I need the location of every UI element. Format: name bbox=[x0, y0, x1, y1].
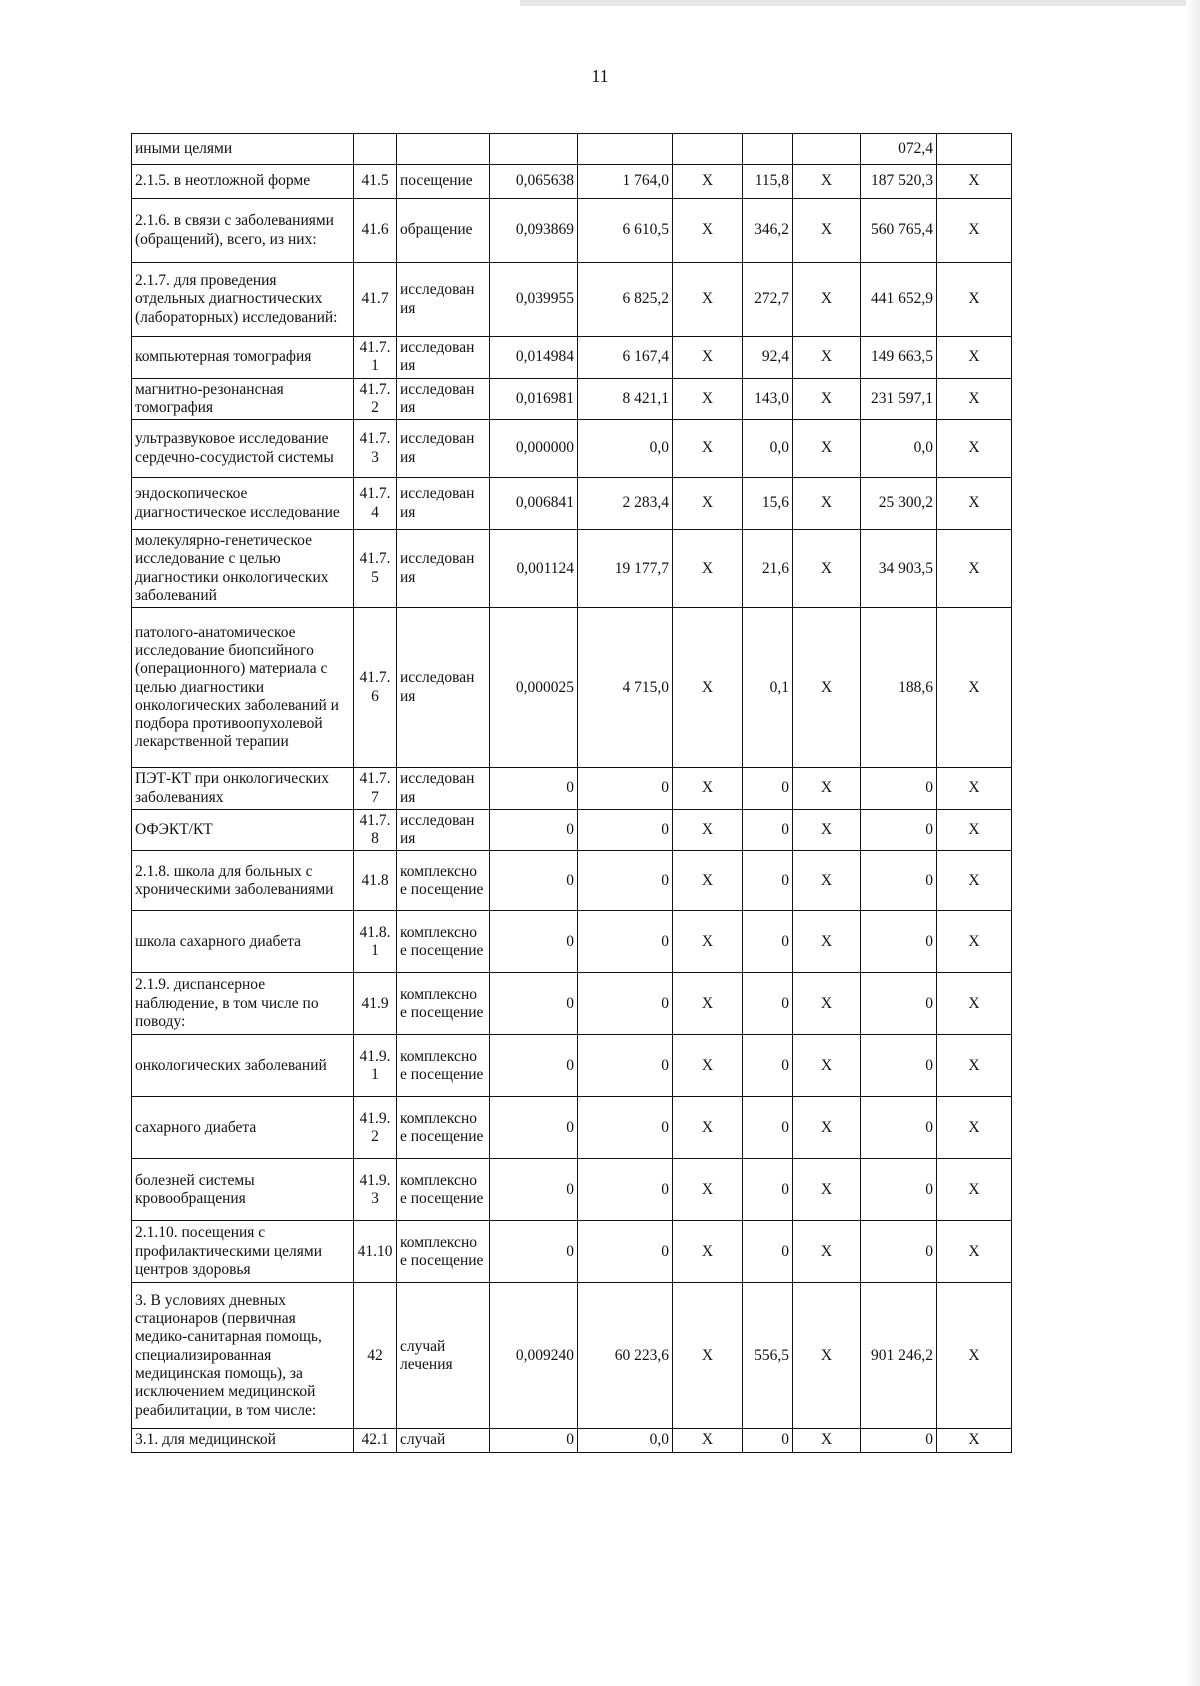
table-cell: 3.1. для медицинской bbox=[132, 1429, 354, 1452]
table-cell: ПЭТ-КТ при онкологических заболеваниях bbox=[132, 768, 354, 810]
table-cell: 2.1.5. в неотложной форме bbox=[132, 165, 354, 199]
table-cell: 41.8 bbox=[354, 851, 397, 911]
table-cell: онкологических заболеваний bbox=[132, 1035, 354, 1097]
table-cell: исследован ия bbox=[397, 378, 490, 420]
table-cell: 0,0 bbox=[578, 1429, 673, 1452]
table-cell: 0 bbox=[578, 1097, 673, 1159]
table-cell: X bbox=[673, 337, 743, 379]
table-cell: школа сахарного диабета bbox=[132, 911, 354, 973]
table-cell: X bbox=[937, 420, 1012, 478]
table-cell: 0,001124 bbox=[490, 530, 578, 608]
table-row bbox=[132, 1221, 1012, 1283]
table-cell: магнитно-резонансная томография bbox=[132, 378, 354, 420]
table-row bbox=[132, 165, 1012, 199]
table-cell: 41.7. 1 bbox=[354, 337, 397, 379]
table-cell: 188,6 bbox=[861, 608, 937, 768]
table-cell: 0 bbox=[578, 1035, 673, 1097]
tariff-table bbox=[131, 133, 1012, 1453]
table-row bbox=[132, 478, 1012, 530]
table-cell: компьютерная томография bbox=[132, 337, 354, 379]
table-cell: исследован ия bbox=[397, 809, 490, 851]
table-cell: X bbox=[793, 1035, 861, 1097]
table-cell: 41.10 bbox=[354, 1221, 397, 1283]
table-cell: X bbox=[937, 530, 1012, 608]
page-number: 11 bbox=[591, 66, 609, 86]
table-cell: 3. В условиях дневных стационаров (первичная медико-санитарная помощь, специализированная медицинская помощь), за исключением медицинской реабилитации, в том числе: bbox=[132, 1283, 354, 1429]
scan-top-edge bbox=[520, 0, 1200, 6]
table-cell: случай лечения bbox=[397, 1283, 490, 1429]
table-cell: 41.8. 1 bbox=[354, 911, 397, 973]
table-cell: X bbox=[793, 378, 861, 420]
table-cell bbox=[673, 134, 743, 165]
table-cell: X bbox=[673, 608, 743, 768]
table-cell: 0,000000 bbox=[490, 420, 578, 478]
table-cell: X bbox=[937, 1035, 1012, 1097]
table-cell: 072,4 bbox=[861, 134, 937, 165]
table-cell: 41.7. 3 bbox=[354, 420, 397, 478]
table-row bbox=[132, 337, 1012, 379]
table-cell: ОФЭКТ/КТ bbox=[132, 809, 354, 851]
table-cell bbox=[397, 134, 490, 165]
table-cell: исследован ия bbox=[397, 530, 490, 608]
table-cell: 41.9. 1 bbox=[354, 1035, 397, 1097]
table-cell: 41.7. 5 bbox=[354, 530, 397, 608]
table-cell: 41.6 bbox=[354, 199, 397, 263]
table-cell: 187 520,3 bbox=[861, 165, 937, 199]
table-cell: комплексно е посещение bbox=[397, 1097, 490, 1159]
table-cell: 41.9. 2 bbox=[354, 1097, 397, 1159]
table-cell: 0 bbox=[490, 1429, 578, 1452]
table-cell: комплексно е посещение bbox=[397, 1159, 490, 1221]
table-cell: X bbox=[793, 420, 861, 478]
table-cell: 15,6 bbox=[743, 478, 793, 530]
table-cell: X bbox=[673, 1429, 743, 1452]
table-row bbox=[132, 608, 1012, 768]
table-cell: 231 597,1 bbox=[861, 378, 937, 420]
table-row bbox=[132, 973, 1012, 1035]
table-cell: 0 bbox=[743, 768, 793, 810]
table-cell: X bbox=[673, 911, 743, 973]
table-cell: случай bbox=[397, 1429, 490, 1452]
table-cell: X bbox=[793, 199, 861, 263]
table-cell: 41.7. 7 bbox=[354, 768, 397, 810]
table-cell bbox=[354, 134, 397, 165]
table-cell: исследован ия bbox=[397, 768, 490, 810]
table-cell: X bbox=[793, 973, 861, 1035]
table-cell bbox=[490, 134, 578, 165]
table-cell: исследован ия bbox=[397, 263, 490, 337]
table-cell: эндоскопическое диагностическое исследование bbox=[132, 478, 354, 530]
table-cell: 2.1.8. школа для больных с хроническими заболеваниями bbox=[132, 851, 354, 911]
table-cell: X bbox=[673, 1283, 743, 1429]
table-cell: исследован ия bbox=[397, 337, 490, 379]
table-row bbox=[132, 378, 1012, 420]
table-row bbox=[132, 263, 1012, 337]
table-row bbox=[132, 851, 1012, 911]
table-cell: X bbox=[793, 608, 861, 768]
table-cell: 0 bbox=[490, 911, 578, 973]
table-cell: X bbox=[937, 199, 1012, 263]
table-cell: 556,5 bbox=[743, 1283, 793, 1429]
table-cell: 41.7. 4 bbox=[354, 478, 397, 530]
table-cell: X bbox=[673, 809, 743, 851]
table-cell: 901 246,2 bbox=[861, 1283, 937, 1429]
table-cell bbox=[743, 134, 793, 165]
table-cell: 2.1.6. в связи с заболеваниями (обращений), всего, из них: bbox=[132, 199, 354, 263]
table-cell: комплексно е посещение bbox=[397, 851, 490, 911]
table-cell: 0 bbox=[743, 973, 793, 1035]
table-cell: 6 610,5 bbox=[578, 199, 673, 263]
table-cell: 0 bbox=[578, 851, 673, 911]
table-cell: 0 bbox=[743, 1159, 793, 1221]
table-cell: 0 bbox=[743, 1097, 793, 1159]
table-cell: 346,2 bbox=[743, 199, 793, 263]
table-cell: 272,7 bbox=[743, 263, 793, 337]
table-cell: 0 bbox=[861, 911, 937, 973]
table-cell: X bbox=[793, 1429, 861, 1452]
table-cell: X bbox=[793, 530, 861, 608]
table-cell: 2.1.7. для проведения отдельных диагностических (лабораторных) исследований: bbox=[132, 263, 354, 337]
table-cell: X bbox=[793, 809, 861, 851]
table-cell: X bbox=[673, 165, 743, 199]
table-cell: 0,0 bbox=[743, 420, 793, 478]
table-row bbox=[132, 1283, 1012, 1429]
table-cell: X bbox=[937, 1429, 1012, 1452]
table-cell: X bbox=[673, 420, 743, 478]
table-row bbox=[132, 809, 1012, 851]
table-cell: 2.1.10. посещения с профилактическими целями центров здоровья bbox=[132, 1221, 354, 1283]
table-cell: исследован ия bbox=[397, 478, 490, 530]
table-cell: 19 177,7 bbox=[578, 530, 673, 608]
table-cell: X bbox=[673, 1159, 743, 1221]
table-cell: 143,0 bbox=[743, 378, 793, 420]
table-cell: 441 652,9 bbox=[861, 263, 937, 337]
table-cell: 0 bbox=[490, 809, 578, 851]
table-cell: X bbox=[793, 1283, 861, 1429]
table-row bbox=[132, 768, 1012, 810]
table-cell: 560 765,4 bbox=[861, 199, 937, 263]
table-cell: комплексно е посещение bbox=[397, 1221, 490, 1283]
table-row bbox=[132, 530, 1012, 608]
table-cell: X bbox=[937, 1097, 1012, 1159]
table-cell: 41.9. 3 bbox=[354, 1159, 397, 1221]
table-cell: 6 167,4 bbox=[578, 337, 673, 379]
table-cell: 0,093869 bbox=[490, 199, 578, 263]
table-cell: 0,1 bbox=[743, 608, 793, 768]
table-cell: 0 bbox=[490, 1035, 578, 1097]
table-cell: 34 903,5 bbox=[861, 530, 937, 608]
table-cell: X bbox=[673, 530, 743, 608]
table-cell: исследован ия bbox=[397, 608, 490, 768]
table-cell: X bbox=[937, 165, 1012, 199]
table-cell: 2 283,4 bbox=[578, 478, 673, 530]
table-cell: X bbox=[937, 263, 1012, 337]
table-cell: 0 bbox=[743, 1035, 793, 1097]
table-cell: 115,8 bbox=[743, 165, 793, 199]
table-cell: 1 764,0 bbox=[578, 165, 673, 199]
table-cell: X bbox=[937, 809, 1012, 851]
table-row bbox=[132, 1097, 1012, 1159]
table-cell: X bbox=[937, 851, 1012, 911]
table-cell bbox=[937, 134, 1012, 165]
table-cell: 42 bbox=[354, 1283, 397, 1429]
table-cell bbox=[793, 134, 861, 165]
table-cell: 0 bbox=[861, 768, 937, 810]
table-cell: X bbox=[793, 768, 861, 810]
table-cell: комплексно е посещение bbox=[397, 911, 490, 973]
table-cell: X bbox=[937, 608, 1012, 768]
table-cell: 0 bbox=[743, 1221, 793, 1283]
table-cell: 0 bbox=[578, 809, 673, 851]
table-row bbox=[132, 1159, 1012, 1221]
table-cell: X bbox=[937, 973, 1012, 1035]
table-cell: 0 bbox=[490, 1097, 578, 1159]
table-cell: 0 bbox=[861, 973, 937, 1035]
table-row bbox=[132, 420, 1012, 478]
table-cell: 0,006841 bbox=[490, 478, 578, 530]
table-cell: X bbox=[793, 165, 861, 199]
table-cell: 25 300,2 bbox=[861, 478, 937, 530]
table-cell: 0,0 bbox=[861, 420, 937, 478]
table-cell: 0,0 bbox=[578, 420, 673, 478]
table-cell: X bbox=[793, 1097, 861, 1159]
table-cell: X bbox=[937, 378, 1012, 420]
table-cell: посещение bbox=[397, 165, 490, 199]
table-cell: X bbox=[793, 478, 861, 530]
table-cell: 0 bbox=[490, 768, 578, 810]
table-cell: 6 825,2 bbox=[578, 263, 673, 337]
table-cell: 42.1 bbox=[354, 1429, 397, 1452]
table-cell: 0 bbox=[743, 851, 793, 911]
table-cell: 8 421,1 bbox=[578, 378, 673, 420]
scan-right-edge bbox=[1186, 0, 1200, 1686]
table-cell: 0 bbox=[578, 911, 673, 973]
table-row bbox=[132, 1035, 1012, 1097]
table-cell: X bbox=[937, 1159, 1012, 1221]
table-cell: исследован ия bbox=[397, 420, 490, 478]
table-cell: 41.9 bbox=[354, 973, 397, 1035]
table-cell: X bbox=[673, 263, 743, 337]
table-cell: 0 bbox=[861, 851, 937, 911]
table-cell: 0,016981 bbox=[490, 378, 578, 420]
table-body bbox=[132, 134, 1012, 1453]
table-cell: X bbox=[793, 911, 861, 973]
table-row bbox=[132, 1429, 1012, 1452]
table-cell: X bbox=[673, 1221, 743, 1283]
table-cell: 2.1.9. диспансерное наблюдение, в том числе по поводу: bbox=[132, 973, 354, 1035]
table-cell: молекулярно-генетическое исследование с целью диагностики онкологических заболеваний bbox=[132, 530, 354, 608]
table-cell: 0 bbox=[578, 1221, 673, 1283]
table-cell: 0 bbox=[743, 1429, 793, 1452]
table-cell: X bbox=[937, 768, 1012, 810]
table-cell: комплексно е посещение bbox=[397, 973, 490, 1035]
table-cell: X bbox=[937, 1283, 1012, 1429]
table-cell: X bbox=[937, 478, 1012, 530]
table-cell: сахарного диабета bbox=[132, 1097, 354, 1159]
table-cell: X bbox=[673, 199, 743, 263]
table-cell: 4 715,0 bbox=[578, 608, 673, 768]
table-cell: патолого-анатомическое исследование биопсийного (операционного) материала с целью диагностики онкологических заболеваний и подбора противоопухолевой лекарственной терапии bbox=[132, 608, 354, 768]
table-cell: 0 bbox=[578, 1159, 673, 1221]
table-row bbox=[132, 134, 1012, 165]
table-cell: 0 bbox=[743, 911, 793, 973]
table-cell: 0 bbox=[578, 768, 673, 810]
table-row bbox=[132, 199, 1012, 263]
table-cell: X bbox=[673, 478, 743, 530]
table-cell: обращение bbox=[397, 199, 490, 263]
table-cell: X bbox=[793, 851, 861, 911]
table-cell: X bbox=[793, 337, 861, 379]
table-cell: 0 bbox=[490, 851, 578, 911]
table-cell bbox=[578, 134, 673, 165]
table-cell: 41.7. 8 bbox=[354, 809, 397, 851]
table-cell: X bbox=[937, 1221, 1012, 1283]
table-cell: 0 bbox=[490, 1221, 578, 1283]
table-cell: 92,4 bbox=[743, 337, 793, 379]
table-cell: X bbox=[673, 378, 743, 420]
table-cell: 0 bbox=[490, 1159, 578, 1221]
table-cell: 21,6 bbox=[743, 530, 793, 608]
table-cell: X bbox=[673, 1035, 743, 1097]
table-cell: 0 bbox=[861, 1429, 937, 1452]
table-cell: X bbox=[673, 851, 743, 911]
table-cell: 0,014984 bbox=[490, 337, 578, 379]
table-cell: X bbox=[937, 337, 1012, 379]
table-cell: комплексно е посещение bbox=[397, 1035, 490, 1097]
table-cell: 60 223,6 bbox=[578, 1283, 673, 1429]
table-cell: X bbox=[673, 768, 743, 810]
table-cell: 0,065638 bbox=[490, 165, 578, 199]
table-cell: X bbox=[793, 1221, 861, 1283]
table-cell: X bbox=[673, 973, 743, 1035]
table-cell: X bbox=[793, 263, 861, 337]
table-cell: 41.7. 6 bbox=[354, 608, 397, 768]
table-cell: 0 bbox=[861, 1221, 937, 1283]
table-cell: 0 bbox=[861, 809, 937, 851]
table-row bbox=[132, 911, 1012, 973]
table-cell: X bbox=[793, 1159, 861, 1221]
table-cell: 0 bbox=[578, 973, 673, 1035]
table-cell: иными целями bbox=[132, 134, 354, 165]
table-cell: 0 bbox=[490, 973, 578, 1035]
table-cell: 41.7. 2 bbox=[354, 378, 397, 420]
table-cell: 149 663,5 bbox=[861, 337, 937, 379]
table-cell: 0 bbox=[861, 1097, 937, 1159]
table-cell: 0 bbox=[861, 1035, 937, 1097]
table-cell: 0 bbox=[861, 1159, 937, 1221]
table-cell: 0 bbox=[743, 809, 793, 851]
table-cell: 41.5 bbox=[354, 165, 397, 199]
table-cell: ультразвуковое исследование сердечно-сосудистой системы bbox=[132, 420, 354, 478]
table-cell: 0,009240 bbox=[490, 1283, 578, 1429]
table-cell: болезней системы кровообращения bbox=[132, 1159, 354, 1221]
table-cell: 0,000025 bbox=[490, 608, 578, 768]
table-cell: 0,039955 bbox=[490, 263, 578, 337]
table-cell: X bbox=[673, 1097, 743, 1159]
table-cell: 41.7 bbox=[354, 263, 397, 337]
table-cell: X bbox=[937, 911, 1012, 973]
